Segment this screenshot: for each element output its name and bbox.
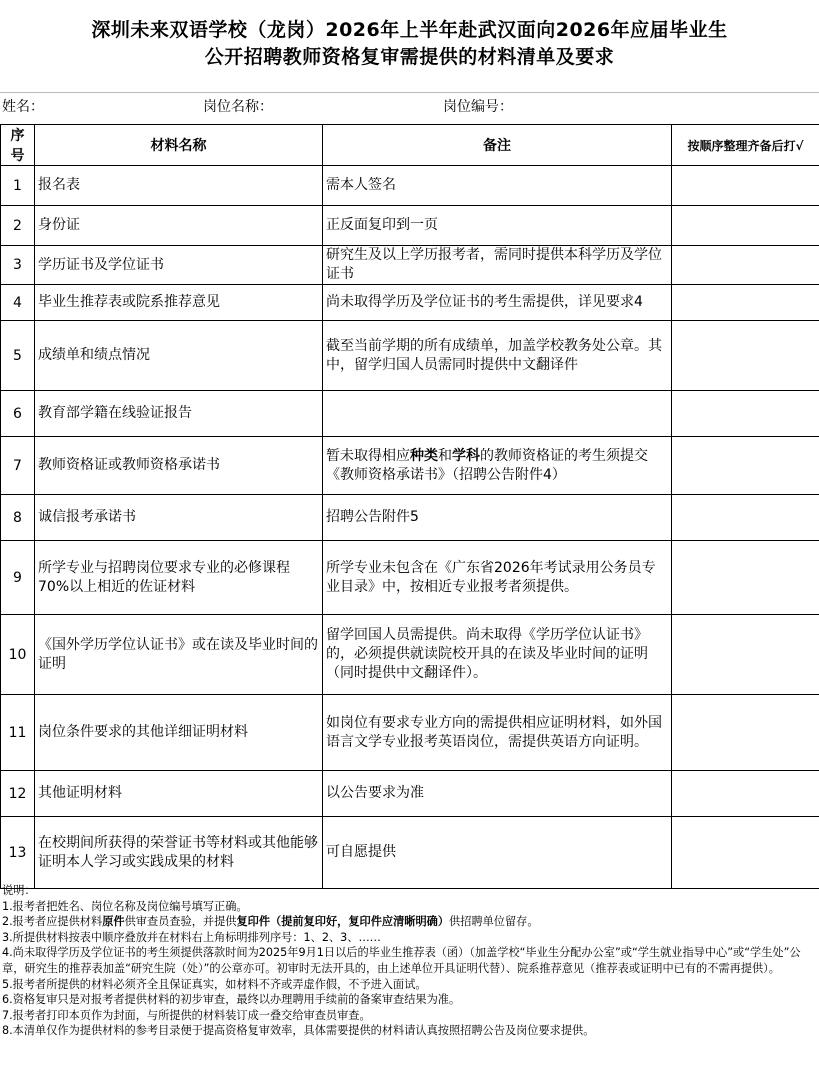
row-seq: 2 xyxy=(1,206,35,246)
table-row xyxy=(1,541,819,615)
row-remark: 招聘公告附件5 xyxy=(323,495,672,541)
row-seq: 6 xyxy=(1,391,35,437)
row-remark: 所学专业未包含在《广东省2026年考试录用公务员专业目录》中，按相近专业报考者须提供。 xyxy=(323,541,672,615)
table-row xyxy=(1,321,819,391)
row-remark xyxy=(323,391,672,437)
note-item: 2.报考者应提供材料原件供审查员查验，并提供复印件（提前复印好，复印件应清晰明确）供招聘单位留存。 xyxy=(2,915,539,929)
table-row xyxy=(1,495,819,541)
row-material: 教育部学籍在线验证报告 xyxy=(35,391,323,437)
row-material: 毕业生推荐表或院系推荐意见 xyxy=(35,285,323,321)
position-code-label: 岗位编号： xyxy=(443,99,513,115)
row-material: 所学专业与招聘岗位要求专业的必修课程70%以上相近的佐证材料 xyxy=(35,541,323,615)
table-row xyxy=(1,391,819,437)
row-remark: 需本人签名 xyxy=(323,166,672,206)
table-row xyxy=(1,437,819,495)
row-remark: 以公告要求为准 xyxy=(323,771,672,817)
row-seq: 8 xyxy=(1,495,35,541)
note-item: 4.尚未取得学历及学位证书的考生须提供落款时间为2025年9月1日以后的毕业生推荐表（函）（加盖学校“毕业生分配办公室”或“学生就业指导中心”或“学生处”公章，研究生的推荐表加盖“研究生院（处）”的公章亦可。初审时无法开具的，由上述单位开具证明代替）、院系推荐意见（推荐表或证明中已有的不需再提供）。 xyxy=(2,946,801,975)
title-line-2: 公开招聘教师资格复审需提供的材料清单及要求 xyxy=(204,46,615,68)
notes-section xyxy=(2,883,817,1039)
row-seq: 7 xyxy=(1,437,35,495)
row-check-cell[interactable] xyxy=(672,817,819,889)
row-material: 成绩单和绩点情况 xyxy=(35,321,323,391)
position-name-label: 岗位名称： xyxy=(203,99,273,115)
row-remark: 尚未取得学历及学位证书的考生需提供，详见要求4 xyxy=(323,285,672,321)
row-check-cell[interactable] xyxy=(672,246,819,285)
table-row xyxy=(1,285,819,321)
row-remark: 暂未取得相应种类和学科的教师资格证的考生须提交《教师资格承诺书》（招聘公告附件4） xyxy=(323,437,672,495)
row-material: 报名表 xyxy=(35,166,323,206)
row-seq: 10 xyxy=(1,615,35,695)
row-check-cell[interactable] xyxy=(672,285,819,321)
row-check-cell[interactable] xyxy=(672,321,819,391)
row-check-cell[interactable] xyxy=(672,615,819,695)
table-row xyxy=(1,695,819,771)
table-row xyxy=(1,817,819,889)
name-label: 姓名： xyxy=(2,99,44,115)
header-material: 材料名称 xyxy=(35,125,323,166)
note-item: 1.报考者把姓名、岗位名称及岗位编号填写正确。 xyxy=(2,899,248,913)
note-item: 3.所提供材料按表中顺序叠放并在材料右上角标明排列序号：1、2、3、…… xyxy=(2,930,381,944)
row-seq: 4 xyxy=(1,285,35,321)
row-material: 岗位条件要求的其他详细证明材料 xyxy=(35,695,323,771)
row-material: 在校期间所获得的荣誉证书等材料或其他能够证明本人学习或实践成果的材料 xyxy=(35,817,323,889)
materials-table xyxy=(0,124,819,889)
row-seq: 12 xyxy=(1,771,35,817)
applicant-info-row xyxy=(0,92,819,121)
table-row xyxy=(1,246,819,285)
row-seq: 5 xyxy=(1,321,35,391)
row-remark: 可自愿提供 xyxy=(323,817,672,889)
row-check-cell[interactable] xyxy=(672,771,819,817)
note-item: 5.报考者所提供的材料必须齐全且保证真实，如材料不齐或弄虚作假，不予进入面试。 xyxy=(2,977,427,991)
row-check-cell[interactable] xyxy=(672,495,819,541)
row-material: 学历证书及学位证书 xyxy=(35,246,323,285)
table-header-row xyxy=(1,125,819,166)
row-remark: 留学回国人员需提供。尚未取得《学历学位认证书》的，必须提供就读院校开具的在读及毕业时间的证明（同时提供中文翻译件）。 xyxy=(323,615,672,695)
row-seq: 11 xyxy=(1,695,35,771)
header-seq: 序号 xyxy=(1,125,35,166)
row-check-cell[interactable] xyxy=(672,206,819,246)
row-material: 《国外学历学位认证书》或在读及毕业时间的证明 xyxy=(35,615,323,695)
row-remark: 截至当前学期的所有成绩单，加盖学校教务处公章。其中，留学归国人员需同时提供中文翻译件 xyxy=(323,321,672,391)
row-seq: 3 xyxy=(1,246,35,285)
row-remark: 正反面复印到一页 xyxy=(323,206,672,246)
row-seq: 9 xyxy=(1,541,35,615)
row-material: 身份证 xyxy=(35,206,323,246)
row-seq: 13 xyxy=(1,817,35,889)
header-remark: 备注 xyxy=(323,125,672,166)
table-row xyxy=(1,166,819,206)
row-check-cell[interactable] xyxy=(672,541,819,615)
row-check-cell[interactable] xyxy=(672,166,819,206)
row-check-cell[interactable] xyxy=(672,695,819,771)
table-row xyxy=(1,615,819,695)
note-item: 6.资格复审只是对报考者提供材料的初步审查，最终以办理聘用手续前的备案审查结果为准。 xyxy=(2,993,461,1007)
row-remark: 研究生及以上学历报考者，需同时提供本科学历及学位证书 xyxy=(323,246,672,285)
table-row xyxy=(1,771,819,817)
note-item: 7.报考者打印本页作为封面，与所提供的材料装订成一叠交给审查员审查。 xyxy=(2,1008,371,1022)
row-material: 教师资格证或教师资格承诺书 xyxy=(35,437,323,495)
notes-heading: 说明： xyxy=(2,884,36,897)
table-row xyxy=(1,206,819,246)
row-check-cell[interactable] xyxy=(672,437,819,495)
note-item: 8.本清单仅作为提供材料的参考目录便于提高资格复审效率，具体需要提供的材料请认真按照招聘公告及岗位要求提供。 xyxy=(2,1024,595,1038)
document-title xyxy=(0,0,819,88)
row-material: 其他证明材料 xyxy=(35,771,323,817)
row-material: 诚信报考承诺书 xyxy=(35,495,323,541)
header-check: 按顺序整理齐备后打√ xyxy=(672,125,819,166)
row-seq: 1 xyxy=(1,166,35,206)
row-check-cell[interactable] xyxy=(672,391,819,437)
title-line-1: 深圳未来双语学校（龙岗）2026年上半年赴武汉面向2026年应届毕业生 xyxy=(91,19,728,41)
row-remark: 如岗位有要求专业方向的需提供相应证明材料，如外国语言文学专业报考英语岗位，需提供英语方向证明。 xyxy=(323,695,672,771)
